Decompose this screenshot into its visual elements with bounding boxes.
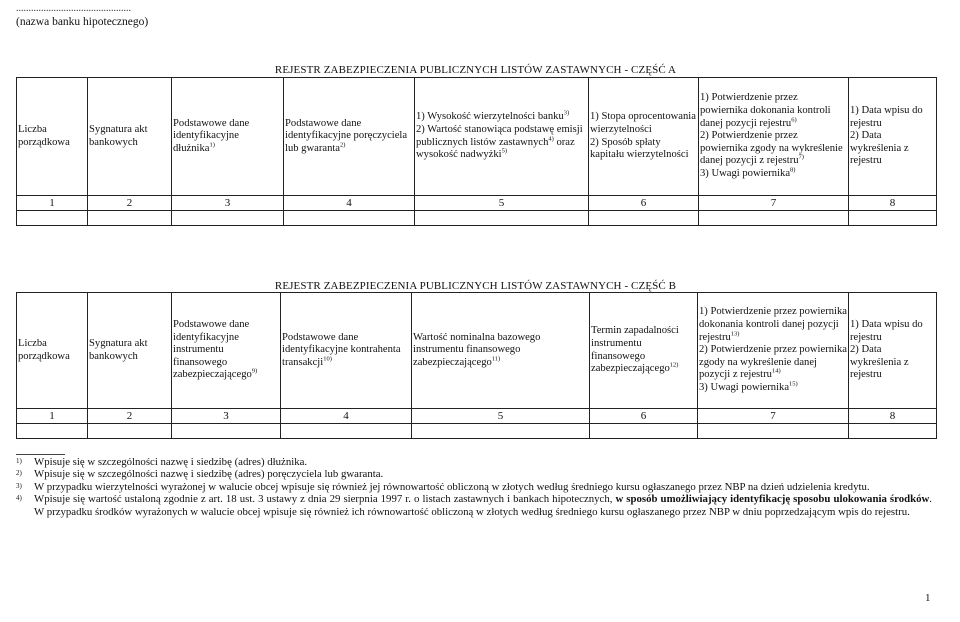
footnote-ref: 6) bbox=[791, 116, 797, 124]
footnote-ref: 10) bbox=[323, 355, 332, 363]
empty-cell[interactable] bbox=[590, 424, 698, 439]
column-number-7: 7 bbox=[699, 196, 849, 211]
header-line: 2) Sposób spłaty kapitału wierzytelności bbox=[590, 136, 689, 161]
header-line: 1) Potwierdzenie przez powiernika dokonania kontroli danej pozycji rejestru$^{13)}$ bbox=[699, 306, 847, 343]
column-number-4: 4 bbox=[284, 196, 415, 211]
part-b-empty-row bbox=[17, 424, 937, 439]
footnote-ref: 15) bbox=[789, 380, 798, 388]
footnote-separator bbox=[16, 454, 65, 455]
column-number-4: 4 bbox=[281, 409, 412, 424]
column-header-8 bbox=[849, 293, 937, 409]
column-header-2 bbox=[88, 293, 172, 409]
column-number-6: 6 bbox=[590, 409, 698, 424]
column-header-7 bbox=[699, 78, 849, 196]
footnote-mark: 4) bbox=[16, 494, 22, 503]
header-line: 2) Potwierdzenie przez powiernika zgody na wykreślenie danej pozycji z rejestru$^{7)}$ bbox=[700, 130, 843, 167]
footnotes bbox=[16, 456, 932, 518]
footnote-ref: 8) bbox=[790, 166, 796, 174]
column-number-1: 1 bbox=[17, 196, 88, 211]
bank-name-placeholder-dots: .............................................. bbox=[16, 3, 131, 14]
footnote-ref: 5) bbox=[501, 147, 508, 155]
column-number-8: 8 bbox=[849, 409, 937, 424]
header-line: Podstawowe dane identyfikacyjne dłużnika$^{1)}$ bbox=[173, 117, 250, 154]
footnote-ref: 14) bbox=[771, 367, 781, 375]
header-line: Liczba porządkowa bbox=[18, 337, 70, 362]
column-number-8: 8 bbox=[849, 196, 937, 211]
empty-cell[interactable] bbox=[849, 211, 937, 226]
part-b-header-row bbox=[17, 293, 937, 409]
empty-cell[interactable] bbox=[172, 424, 281, 439]
footnote-ref: 11) bbox=[491, 355, 501, 363]
column-number-3: 3 bbox=[172, 409, 281, 424]
column-header-1 bbox=[17, 293, 88, 409]
part-a-header-row bbox=[17, 78, 937, 196]
footnote-text: Wpisuje się wartość ustaloną zgodnie z art. 18 ust. 3 ustawy z dnia 29 sierpnia 1997 r. o listach zastawnych i bankach hipotecznych, w sposób umożliwiający identyfikację sposobu ulokowania środków. W przypadku środków wyrażonych w walucie obcej wpisuje się również ich równowartość obliczoną w złotych według średniego kursu ogłaszanego przez NBP w dniu poprzedzającym wpis do rejestru. bbox=[34, 493, 932, 518]
column-header-2 bbox=[88, 78, 172, 196]
column-header-4 bbox=[284, 78, 415, 196]
header-line: Podstawowe dane identyfikacyjne kontrahenta transakcji$^{10)}$ bbox=[282, 331, 401, 368]
footnote-text: W przypadku wierzytelności wyrażonej w walucie obcej wpisuje się również jej równowartość obliczoną w złotych według średniego kursu ogłaszanego przez NBP na dzień udzielenia kredytu. bbox=[34, 480, 870, 493]
column-header-3 bbox=[172, 78, 284, 196]
header-line: 1) Data wpisu do rejestru bbox=[850, 319, 923, 343]
footnote-text: Wpisuje się w szczególności nazwę i siedzibę (adres) dłużnika. bbox=[34, 456, 308, 468]
footnote bbox=[16, 456, 932, 468]
footnote-bold-text: w sposób umożliwiający identyfikację sposobu ulokowania środków bbox=[615, 493, 930, 506]
footnote bbox=[16, 493, 932, 518]
column-number-6: 6 bbox=[589, 196, 699, 211]
column-header-6 bbox=[589, 78, 699, 196]
footnote-text: Wpisuje się w szczególności nazwę i siedzibę (adres) poręczyciela lub gwaranta. bbox=[34, 468, 384, 481]
header-line: Termin zapadalności instrumentu finansowego zabezpieczającego$^{12)}$ bbox=[591, 325, 679, 375]
empty-cell[interactable] bbox=[284, 211, 415, 226]
footnote-ref: 4) bbox=[548, 134, 554, 142]
header-line: 2) Potwierdzenie przez powiernika zgody na wykreślenie danej pozycji z rejestru$^{14)}$ bbox=[699, 344, 847, 381]
footnote-ref: 1) bbox=[209, 141, 215, 149]
part-a-table bbox=[16, 77, 937, 226]
footnote-ref: 3) bbox=[563, 109, 570, 117]
empty-cell[interactable] bbox=[589, 211, 699, 226]
header-line: 2) Data wykreślenia z rejestru bbox=[850, 344, 909, 381]
column-header-6 bbox=[590, 293, 698, 409]
footnote bbox=[16, 481, 932, 493]
column-header-7 bbox=[698, 293, 849, 409]
footnote-ref: 13) bbox=[730, 330, 740, 338]
header-line: Wartość nominalna bazowego instrumentu finansowego zabezpieczającego$^{11)}$ bbox=[413, 331, 541, 368]
column-number-5: 5 bbox=[412, 409, 590, 424]
header-line: 1) Data wpisu do rejestru bbox=[850, 105, 923, 129]
empty-cell[interactable] bbox=[412, 424, 590, 439]
column-header-8 bbox=[849, 78, 937, 196]
column-header-3 bbox=[172, 293, 281, 409]
column-number-3: 3 bbox=[172, 196, 284, 211]
header-line: 3) Uwagi powiernika$^{8)}$ bbox=[700, 166, 796, 179]
empty-cell[interactable] bbox=[88, 424, 172, 439]
header-line: 2) Data wykreślenia z rejestru bbox=[850, 130, 909, 167]
part-a-number-row bbox=[17, 196, 937, 211]
header-line: 1) Stopa oprocentowania wierzytelności bbox=[590, 111, 696, 135]
footnote-ref: 9) bbox=[251, 367, 258, 375]
part-b-number-row bbox=[17, 409, 937, 424]
header-line: 3) Uwagi powiernika$^{15)}$ bbox=[699, 380, 798, 393]
column-header-5 bbox=[412, 293, 590, 409]
column-number-7: 7 bbox=[698, 409, 849, 424]
empty-cell[interactable] bbox=[699, 211, 849, 226]
column-number-2: 2 bbox=[88, 196, 172, 211]
empty-cell[interactable] bbox=[17, 211, 88, 226]
empty-cell[interactable] bbox=[281, 424, 412, 439]
header-line: Podstawowe dane identyfikacyjne instrumentu finansowego zabezpieczającego$^{9)}$ bbox=[173, 319, 258, 381]
empty-cell[interactable] bbox=[17, 424, 88, 439]
page-number: 1 bbox=[925, 592, 931, 604]
column-number-5: 5 bbox=[415, 196, 589, 211]
footnote-mark: 3) bbox=[16, 481, 22, 490]
column-number-2: 2 bbox=[88, 409, 172, 424]
footnote bbox=[16, 468, 932, 480]
part-a-title: REJESTR ZABEZPIECZENIA PUBLICZNYCH LISTÓW ZASTAWNYCH - CZĘŚĆ A bbox=[274, 64, 677, 76]
bank-name-label: (nazwa banku hipotecznego) bbox=[16, 16, 149, 28]
column-header-1 bbox=[17, 78, 88, 196]
part-b-table bbox=[16, 292, 937, 439]
empty-cell[interactable] bbox=[172, 211, 284, 226]
footnote-ref: 2) bbox=[340, 141, 346, 149]
header-line: Podstawowe dane identyfikacyjne poręczyciela lub gwaranta$^{2)}$ bbox=[285, 117, 408, 154]
footnote-ref: 12) bbox=[669, 361, 679, 369]
column-header-4 bbox=[281, 293, 412, 409]
empty-cell[interactable] bbox=[415, 211, 589, 226]
empty-cell[interactable] bbox=[88, 211, 172, 226]
header-line: 2) Wartość stanowiąca podstawę emisji publicznych listów zastawnych$^{4)}$ oraz wysokość nadwyżki$^{5)}$ bbox=[416, 123, 583, 161]
header-line: 1) Potwierdzenie przez powiernika dokonania kontroli danej pozycji rejestru$^{6)}$ bbox=[700, 92, 831, 129]
header-line: Sygnatura akt bankowych bbox=[89, 337, 148, 362]
column-number-1: 1 bbox=[17, 409, 88, 424]
header-line: Sygnatura akt bankowych bbox=[89, 123, 148, 148]
empty-cell[interactable] bbox=[849, 424, 937, 439]
header-line: 1) Wysokość wierzytelności banku$^{3)}$ bbox=[416, 109, 570, 123]
footnote-mark: 1) bbox=[16, 457, 22, 465]
empty-cell[interactable] bbox=[698, 424, 849, 439]
footnote-mark: 2) bbox=[16, 469, 22, 478]
part-b-title: REJESTR ZABEZPIECZENIA PUBLICZNYCH LISTÓW ZASTAWNYCH - CZĘŚĆ B bbox=[274, 280, 677, 292]
footnote-ref: 7) bbox=[798, 153, 804, 161]
part-a-empty-row bbox=[17, 211, 937, 226]
column-header-5 bbox=[415, 78, 589, 196]
header-line: Liczba porządkowa bbox=[18, 123, 70, 148]
